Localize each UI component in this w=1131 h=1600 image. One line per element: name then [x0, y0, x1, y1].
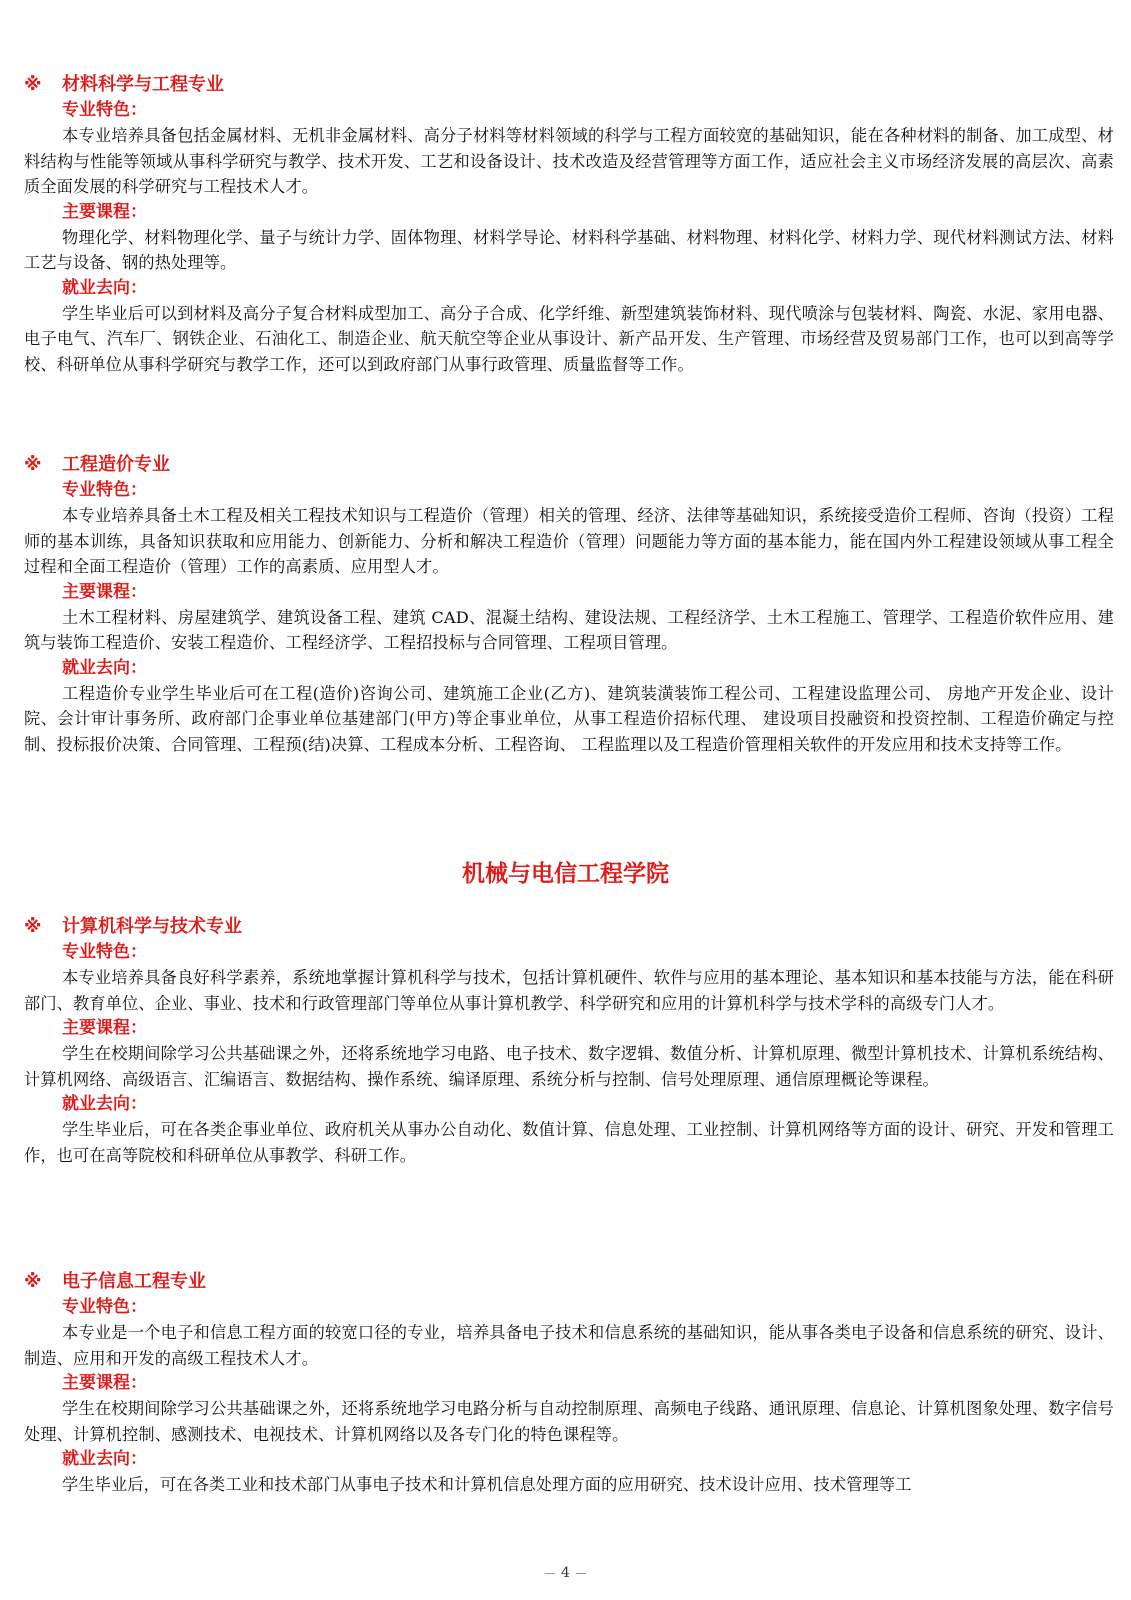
- major-title: [24, 72, 1114, 98]
- college-heading: 机械与电信工程学院: [462, 861, 669, 887]
- feature-label: 专业特色：: [62, 100, 147, 120]
- courses-text: 土木工程材料、房屋建筑学、建筑设备工程、建筑 CAD、混凝土结构、建设法规、工程经济学、土木工程施工、管理学、工程造价软件应用、建筑与装饰工程造价、安装工程造价、工程经济学、工程招投标与合同管理、工程项目管理。: [24, 607, 1114, 652]
- major-title-text: 计算机科学与技术专业: [62, 916, 242, 937]
- feature-text: 本专业培养具备包括金属材料、无机非金属材料、高分子材料等材料领域的科学与工程方面较宽的基础知识，能在各种材料的制备、加工成型、材料结构与性能等领域从事科学研究与教学、技术开发、工艺和设备设计、技术改造及经营管理等方面工作，适应社会主义市场经济发展的高层次、高素质全面发展的科学研究与工程技术人才。: [24, 126, 1114, 196]
- major-title: [24, 452, 1114, 478]
- major-title-text: 电子信息工程专业: [62, 1271, 206, 1292]
- courses-text: 物理化学、材料物理化学、量子与统计力学、固体物理、材料学导论、材料科学基础、材料物理、材料化学、材料力学、现代材料测试方法、材料工艺与设备、钢的热处理等。: [24, 227, 1114, 272]
- courses-text: 学生在校期间除学习公共基础课之外，还将系统地学习电路、电子技术、数字逻辑、数值分析、计算机原理、微型计算机技术、计算机系统结构、计算机网络、高级语言、汇编语言、数据结构、操作系统、编译原理、系统分析与控制、信号处理原理、通信原理概论等课程。: [24, 1044, 1114, 1089]
- jobs-label: 就业去向：: [62, 657, 147, 678]
- courses-label: 主要课程：: [62, 1373, 147, 1393]
- major-section-cost-engineering: [24, 452, 1114, 757]
- courses-label: 主要课程：: [62, 581, 147, 602]
- major-title: [24, 1269, 1114, 1295]
- major-title: [24, 914, 1114, 940]
- dash-left: [545, 1573, 555, 1574]
- jobs-text: 学生毕业后可以到材料及高分子复合材料成型加工、高分子合成、化学纤维、新型建筑装饰材料、现代喷涂与包装材料、陶瓷、水泥、家用电器、电子电气、汽车厂、钢铁企业、石油化工、制造企业、航天航空等企业从事设计、新产品开发、生产管理、市场经营及贸易部门工作，也可以到高等学校、科研单位从事科学研究与教学工作，还可以到政府部门从事行政管理、质量监督等工作。: [24, 303, 1114, 374]
- courses-label: 主要课程：: [62, 1018, 147, 1038]
- jobs-text: 学生毕业后，可在各类企事业单位、政府机关从事办公自动化、数值计算、信息处理、工业控制、计算机网络等方面的设计、研究、开发和管理工作，也可在高等院校和科研单位从事教学、科研工作。: [24, 1120, 1114, 1165]
- reference-mark: ※: [24, 74, 42, 95]
- jobs-label: 就业去向：: [62, 277, 147, 298]
- feature-text: 本专业是一个电子和信息工程方面的较宽口径的专业，培养具备电子技术和信息系统的基础知识，能从事各类电子设备和信息系统的研究、设计、制造、应用和开发的高级工程技术人才。: [24, 1323, 1114, 1368]
- reference-mark: ※: [24, 916, 42, 937]
- reference-mark: ※: [24, 1271, 42, 1292]
- major-section-computer-science: [24, 914, 1114, 1168]
- feature-label: 专业特色：: [62, 480, 147, 500]
- major-title-text: 工程造价专业: [62, 454, 170, 475]
- feature-text: 本专业培养具备良好科学素养，系统地掌握计算机科学与技术，包括计算机硬件、软件与应用的基本理论、基本知识和基本技能与方法，能在科研部门、教育单位、企业、事业、技术和行政管理部门等单位从事计算机教学、科学研究和应用的计算机科学与技术学科的高级专门人才。: [24, 968, 1114, 1013]
- feature-label: 专业特色：: [62, 1297, 147, 1317]
- courses-text: 学生在校期间除学习公共基础课之外，还将系统地学习电路分析与自动控制原理、高频电子线路、通讯原理、信息论、计算机图象处理、数字信号处理、计算机控制、感测技术、电视技术、计算机网络以及各专门化的特色课程等。: [24, 1399, 1114, 1444]
- major-section-materials: [24, 72, 1114, 377]
- major-title-text: 材料科学与工程专业: [62, 74, 224, 95]
- jobs-label: 就业去向：: [62, 1449, 147, 1469]
- feature-label: 专业特色：: [62, 942, 147, 962]
- jobs-label: 就业去向：: [62, 1094, 147, 1114]
- jobs-text: 工程造价专业学生毕业后可在工程(造价)咨询公司、建筑施工企业(乙方)、建筑装潢装饰工程公司、工程建设监理公司、 房地产开发企业、设计院、会计审计事务所、政府部门企事业单位基建部门(甲方)等企事业单位，从事工程造价招标代理、 建设项目投融资和投资控制、工程造价确定与控制、投标报价决策、合同管理、工程预(结)决算、工程成本分析、工程咨询、 工程监理以及工程造价管理相关软件的开发应用和技术支持等工作。: [24, 683, 1114, 754]
- jobs-text: 学生毕业后，可在各类工业和技术部门从事电子技术和计算机信息处理方面的应用研究、技术设计应用、技术管理等工: [62, 1475, 912, 1494]
- reference-mark: ※: [24, 454, 42, 475]
- page-number-text: 4: [561, 1565, 570, 1581]
- courses-label: 主要课程：: [62, 201, 147, 222]
- feature-text: 本专业培养具备土木工程及相关工程技术知识与工程造价（管理）相关的管理、经济、法律等基础知识，系统接受造价工程师、咨询（投资）工程师的基本训练，具备知识获取和应用能力、创新能力、分析和解决工程造价（管理）问题能力等方面的基本能力，能在国内外工程建设领域从事工程全过程和全面工程造价（管理）工作的高素质、应用型人才。: [24, 506, 1114, 576]
- page-number: [0, 1565, 1131, 1581]
- dash-right: [576, 1573, 586, 1574]
- major-section-electronic-info: [24, 1269, 1114, 1498]
